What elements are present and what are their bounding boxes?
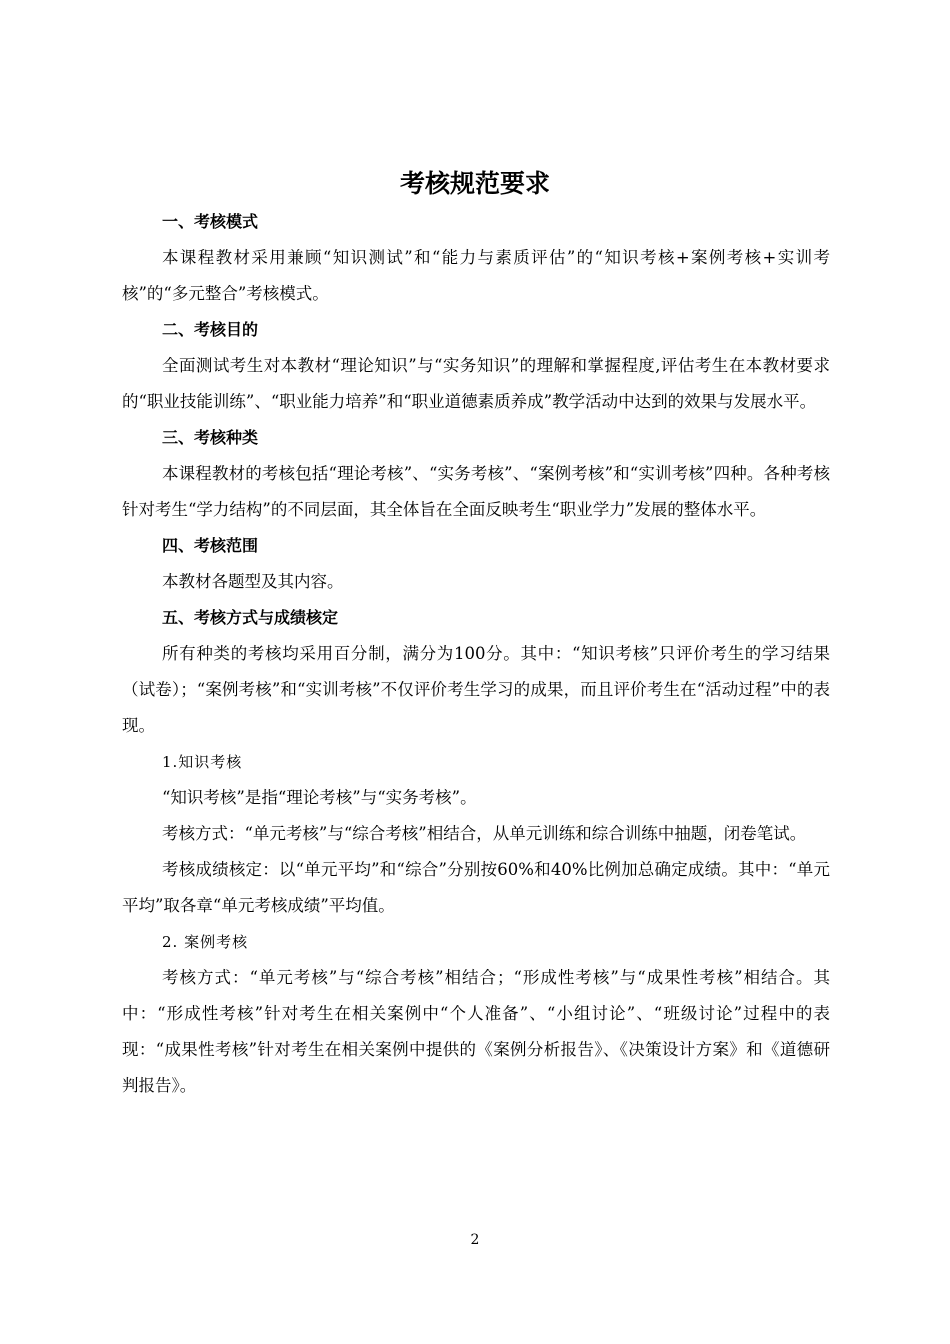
- page-number: 2: [470, 1232, 480, 1248]
- subsection-heading-knowledge: 1.知识考核: [162, 753, 243, 771]
- section-heading-methods: 五、考核方式与成绩核定: [162, 608, 339, 627]
- subsection-paragraph-knowledge-method: 考核方式：“单元考核”与“综合考核”相结合，从单元训练和综合训练中抽题，闭卷笔试。: [162, 824, 807, 843]
- subsection-heading-case: 2. 案例考核: [162, 933, 249, 951]
- subsection-paragraph-knowledge-definition: “知识考核”是指“理论考核”与“实务考核”。: [162, 788, 477, 807]
- subsection-paragraph-case-method: 考核方式：“单元考核”与“综合考核”相结合；“形成性考核”与“成果性考核”相结合。其中：“形成性考核”针对考生在相关案例中“个人准备”、“小组讨论”、“班级讨论”过程中的表现：“成果性考核”针对考生在相关案例中提供的《案例分析报告》、《决策设计方案》和《道德研判报告》。: [122, 968, 830, 1095]
- section-paragraph-methods: 所有种类的考核均采用百分制，满分为100分。其中：“知识考核”只评价考生的学习结果（试卷）；“案例考核”和“实训考核”不仅评价考生学习的成果，而且评价考生在“活动过程”中的表现。: [122, 644, 830, 735]
- section-paragraph-purpose: 全面测试考生对本教材“理论知识”与“实务知识”的理解和掌握程度,评估考生在本教材要求的“职业技能训练”、“职业能力培养”和“职业道德素质养成”教学活动中达到的效果与发展水平。: [122, 356, 830, 411]
- section-paragraph-mode: 本课程教材采用兼顾“知识测试”和“能力与素质评估”的“知识考核+案例考核+实训考核”的“多元整合”考核模式。: [122, 248, 830, 303]
- section-heading-scope: 四、考核范围: [162, 536, 259, 555]
- document-body: [122, 204, 830, 1104]
- section-paragraph-types: 本课程教材的考核包括“理论考核”、“实务考核”、“案例考核”和“实训考核”四种。各种考核针对考生“学力结构”的不同层面，其全体旨在全面反映考生“职业学力”发展的整体水平。: [122, 464, 830, 519]
- document-title: 考核规范要求: [399, 169, 550, 198]
- section-heading-mode: 一、考核模式: [162, 212, 259, 231]
- subsection-paragraph-knowledge-scoring: 考核成绩核定：以“单元平均”和“综合”分别按60%和40%比例加总确定成绩。其中：“单元平均”取各章“单元考核成绩”平均值。: [122, 860, 830, 915]
- section-heading-purpose: 二、考核目的: [162, 320, 259, 339]
- section-heading-types: 三、考核种类: [162, 428, 259, 447]
- section-paragraph-scope: 本教材各题型及其内容。: [162, 572, 344, 591]
